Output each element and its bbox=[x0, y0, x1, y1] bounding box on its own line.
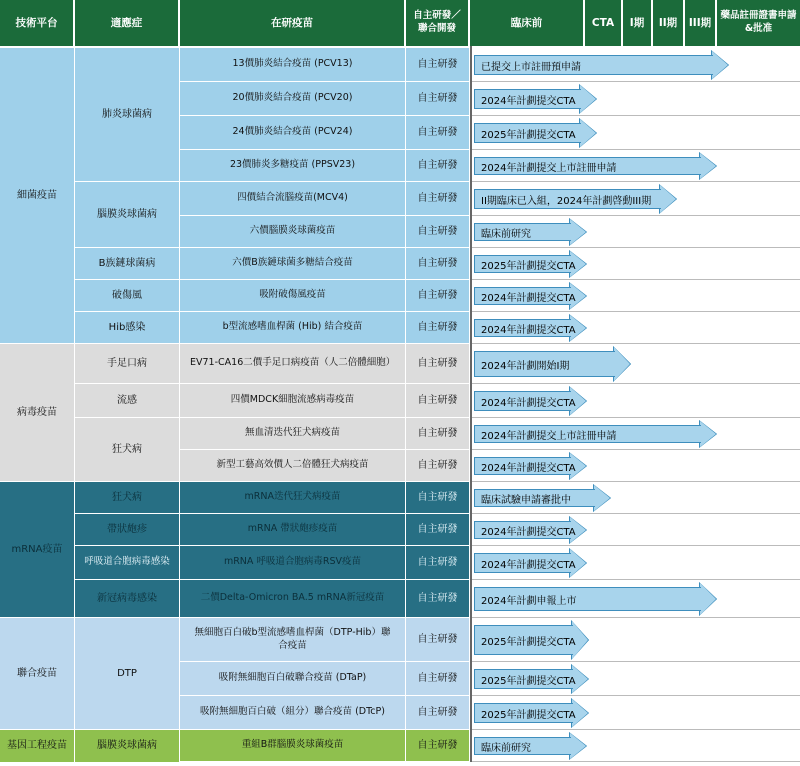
row-divider bbox=[470, 215, 800, 216]
dev-type-cell bbox=[406, 730, 470, 762]
indication-cell bbox=[75, 312, 180, 344]
status-text: 2024年計劃提交CTA bbox=[481, 526, 576, 538]
status-arrow bbox=[474, 347, 630, 381]
vaccine-cell bbox=[180, 662, 406, 696]
row-divider bbox=[470, 383, 800, 384]
vaccine-cell bbox=[180, 384, 406, 418]
vaccine-name: mRNA 呼吸道合胞病毒RSV疫苗 bbox=[223, 556, 362, 568]
vaccine-cell bbox=[180, 280, 406, 312]
indication-label: 破傷風 bbox=[112, 289, 142, 301]
dev-type-label: 自主研發 bbox=[417, 491, 458, 503]
status-arrow bbox=[474, 315, 586, 341]
dev-type-label: 自主研發 bbox=[417, 225, 458, 237]
header-preclinical: 臨床前 bbox=[470, 0, 585, 46]
status-arrow bbox=[474, 153, 716, 179]
dev-type-cell bbox=[406, 280, 470, 312]
vaccine-name: 重組B群腦膜炎球菌疫苗 bbox=[241, 739, 344, 751]
dev-type-cell bbox=[406, 116, 470, 150]
vaccine-cell bbox=[180, 82, 406, 116]
row-divider bbox=[470, 181, 800, 182]
status-arrow bbox=[474, 549, 586, 577]
status-text: 臨床前研究 bbox=[481, 228, 531, 240]
dev-type-cell bbox=[406, 248, 470, 280]
status-arrow bbox=[474, 621, 588, 659]
row-divider bbox=[470, 311, 800, 312]
dev-type-cell bbox=[406, 216, 470, 248]
vaccine-cell bbox=[180, 514, 406, 546]
status-arrow bbox=[474, 517, 586, 543]
vaccine-name: 六價腦膜炎球菌疫苗 bbox=[249, 225, 336, 237]
row-divider bbox=[470, 579, 800, 580]
indication-cell bbox=[75, 384, 180, 418]
header-phase3: III期 bbox=[685, 0, 717, 46]
row-divider bbox=[470, 149, 800, 150]
vaccine-cell bbox=[180, 344, 406, 384]
vaccine-name: 四價MDCK細胞流感病毒疫苗 bbox=[230, 394, 355, 406]
status-text: 2024年計劃提交CTA bbox=[481, 462, 576, 474]
dev-type-label: 自主研發 bbox=[417, 706, 458, 718]
status-arrow bbox=[474, 699, 588, 727]
row-divider bbox=[470, 417, 800, 418]
status-text: 2025年計劃提交CTA bbox=[481, 709, 576, 721]
status-arrow bbox=[474, 119, 596, 147]
indication-label: 腦膜炎球菌病 bbox=[97, 740, 157, 752]
vaccine-cell bbox=[180, 182, 406, 216]
vaccine-cell bbox=[180, 450, 406, 482]
dev-type-cell bbox=[406, 580, 470, 618]
row-divider bbox=[470, 513, 800, 514]
indication-label: DTP bbox=[117, 667, 137, 679]
dev-type-label: 自主研發 bbox=[417, 739, 458, 751]
platform-label: 聯合疫苗 bbox=[17, 667, 57, 679]
dev-type-cell bbox=[406, 150, 470, 182]
status-text: 2024年計劃提交CTA bbox=[481, 324, 576, 336]
indication-cell bbox=[75, 580, 180, 618]
status-text: 2025年計劃提交CTA bbox=[481, 129, 576, 141]
dev-type-label: 自主研發 bbox=[417, 459, 458, 471]
row-divider bbox=[470, 617, 800, 618]
row-divider bbox=[470, 247, 800, 248]
indication-cell bbox=[75, 48, 180, 182]
status-arrow bbox=[474, 251, 586, 277]
dev-type-label: 自主研發 bbox=[417, 58, 458, 70]
indication-cell bbox=[75, 418, 180, 482]
status-text: 2024年計劃開始I期 bbox=[481, 360, 570, 372]
status-arrow bbox=[474, 219, 586, 245]
platform-combined bbox=[0, 618, 75, 730]
header-indication: 適應症 bbox=[75, 0, 180, 46]
indication-label: B族鏈球菌病 bbox=[98, 257, 156, 269]
indication-cell bbox=[75, 248, 180, 280]
dev-type-cell bbox=[406, 514, 470, 546]
status-text: 2024年計劃提交上市註冊申請 bbox=[481, 162, 617, 174]
status-text: 臨床試驗申請審批中 bbox=[481, 494, 571, 506]
vaccine-cell bbox=[180, 248, 406, 280]
dev-type-label: 自主研發 bbox=[417, 394, 458, 406]
platform-bacterial bbox=[0, 48, 75, 344]
dev-type-label: 自主研發 bbox=[417, 672, 458, 684]
dev-type-label: 自主研發 bbox=[417, 159, 458, 171]
vaccine-name: 六價B族鏈球菌多糖結合疫苗 bbox=[232, 257, 353, 269]
dev-type-cell bbox=[406, 546, 470, 580]
indication-label: Hib感染 bbox=[108, 321, 146, 333]
indication-cell bbox=[75, 546, 180, 580]
dev-type-cell bbox=[406, 662, 470, 696]
vaccine-name: 二價Delta-Omicron BA.5 mRNA新冠疫苗 bbox=[200, 592, 385, 604]
status-text: 2025年計劃提交CTA bbox=[481, 636, 576, 648]
indication-cell bbox=[75, 182, 180, 248]
dev-type-label: 自主研發 bbox=[417, 592, 458, 604]
indication-label: 帶狀皰疹 bbox=[107, 523, 147, 535]
indication-cell bbox=[75, 482, 180, 514]
status-text: 2024年計劃提交CTA bbox=[481, 397, 576, 409]
dev-type-label: 自主研發 bbox=[417, 357, 458, 369]
platform-label: 細菌疫苗 bbox=[17, 189, 57, 201]
vaccine-cell bbox=[180, 216, 406, 248]
dev-type-label: 自主研發 bbox=[417, 257, 458, 269]
status-arrow bbox=[474, 185, 676, 213]
dev-type-label: 自主研發 bbox=[417, 92, 458, 104]
dev-type-cell bbox=[406, 384, 470, 418]
vaccine-name: 23價肺炎多糖疫苗 (PPSV23) bbox=[229, 159, 356, 171]
vaccine-name: mRNA 帶狀皰疹疫苗 bbox=[247, 523, 338, 535]
vaccine-name: 13價肺炎結合疫苗 (PCV13) bbox=[232, 58, 353, 70]
header-dev: 自主研發／聯合開發 bbox=[406, 0, 470, 46]
indication-cell bbox=[75, 344, 180, 384]
status-arrow bbox=[474, 583, 716, 615]
status-arrow bbox=[474, 51, 728, 79]
vaccine-cell bbox=[180, 418, 406, 450]
row-divider bbox=[470, 449, 800, 450]
vaccine-name: 吸附破傷風疫苗 bbox=[259, 289, 326, 301]
status-arrow bbox=[474, 421, 716, 447]
dev-type-cell bbox=[406, 696, 470, 730]
status-arrow bbox=[474, 85, 596, 113]
row-divider bbox=[470, 729, 800, 730]
header-vaccine: 在研疫苗 bbox=[180, 0, 406, 46]
status-text: 2024年計劃提交CTA bbox=[481, 292, 576, 304]
vaccine-cell bbox=[180, 618, 406, 662]
dev-type-cell bbox=[406, 482, 470, 514]
status-text: 2025年計劃提交CTA bbox=[481, 675, 576, 687]
vaccine-cell bbox=[180, 580, 406, 618]
indication-label: 狂犬病 bbox=[112, 491, 142, 503]
vaccine-cell bbox=[180, 48, 406, 82]
platform-mrna bbox=[0, 482, 75, 618]
status-text: 臨床前研究 bbox=[481, 742, 531, 754]
status-text: 2024年計劃提交CTA bbox=[481, 559, 576, 571]
header-cta: CTA bbox=[585, 0, 623, 46]
indication-cell bbox=[75, 280, 180, 312]
status-arrow bbox=[474, 283, 586, 309]
vaccine-name: b型流感嗜血桿菌 (Hib) 結合疫苗 bbox=[222, 321, 363, 333]
row-divider bbox=[470, 279, 800, 280]
status-text: 已提交上市註冊預申請 bbox=[481, 61, 581, 73]
header-approval: 藥品註冊證書申請&批准 bbox=[717, 0, 800, 46]
header-phase1: I期 bbox=[623, 0, 653, 46]
status-text: 2024年計劃提交CTA bbox=[481, 95, 576, 107]
status-arrow bbox=[474, 665, 588, 693]
vaccine-cell bbox=[180, 696, 406, 730]
platform-label: 基因工程疫苗 bbox=[7, 740, 67, 752]
vaccine-name: 無細胞百白破b型流感嗜血桿菌（DTP-Hib）聯合疫苗 bbox=[194, 626, 391, 651]
dev-type-cell bbox=[406, 48, 470, 82]
dev-type-label: 自主研發 bbox=[417, 427, 458, 439]
vaccine-name: 四價結合流腦疫苗(MCV4) bbox=[237, 192, 348, 204]
indication-label: 狂犬病 bbox=[112, 443, 142, 455]
header-phase2: II期 bbox=[653, 0, 685, 46]
indication-label: 流感 bbox=[117, 394, 137, 406]
dev-type-cell bbox=[406, 618, 470, 662]
status-text: 2025年計劃提交CTA bbox=[481, 260, 576, 272]
vaccine-name: 吸附無細胞百白破聯合疫苗 (DTaP) bbox=[218, 672, 367, 684]
status-divider bbox=[470, 46, 472, 762]
row-divider bbox=[470, 343, 800, 344]
indication-label: 肺炎球菌病 bbox=[102, 108, 152, 120]
dev-type-cell bbox=[406, 182, 470, 216]
platform-label: mRNA疫苗 bbox=[11, 543, 63, 555]
row-divider bbox=[470, 695, 800, 696]
platform-label: 病毒疫苗 bbox=[17, 406, 57, 418]
indication-cell bbox=[75, 618, 180, 730]
vaccine-cell bbox=[180, 482, 406, 514]
status-arrow bbox=[474, 733, 586, 759]
platform-viral bbox=[0, 344, 75, 482]
row-divider bbox=[470, 81, 800, 82]
vaccine-cell bbox=[180, 312, 406, 344]
dev-type-label: 自主研發 bbox=[417, 126, 458, 138]
vaccine-name: 20價肺炎結合疫苗 (PCV20) bbox=[232, 92, 353, 104]
indication-label: 新冠病毒感染 bbox=[97, 592, 157, 604]
vaccine-name: 24價肺炎結合疫苗 (PCV24) bbox=[232, 126, 353, 138]
dev-type-label: 自主研發 bbox=[417, 192, 458, 204]
vaccine-cell bbox=[180, 730, 406, 762]
indication-label: 腦膜炎球菌病 bbox=[97, 208, 157, 220]
row-divider bbox=[470, 115, 800, 116]
status-arrow bbox=[474, 387, 586, 415]
vaccine-cell bbox=[180, 116, 406, 150]
platform-genetic bbox=[0, 730, 75, 762]
indication-cell bbox=[75, 514, 180, 546]
dev-type-label: 自主研發 bbox=[417, 289, 458, 301]
dev-type-cell bbox=[406, 344, 470, 384]
header-platform: 技術平台 bbox=[0, 0, 75, 46]
vaccine-name: 新型工藝高效價人二倍體狂犬病疫苗 bbox=[216, 459, 369, 471]
indication-label: 手足口病 bbox=[107, 357, 147, 369]
vaccine-name: 無血清迭代狂犬病疫苗 bbox=[244, 427, 340, 439]
vaccine-cell bbox=[180, 150, 406, 182]
dev-type-cell bbox=[406, 450, 470, 482]
dev-type-label: 自主研發 bbox=[417, 556, 458, 568]
vaccine-name: 吸附無細胞百白破（組分）聯合疫苗 (DTcP) bbox=[200, 706, 385, 718]
row-divider bbox=[470, 761, 800, 762]
dev-type-label: 自主研發 bbox=[417, 321, 458, 333]
indication-label: 呼吸道合胞病毒感染 bbox=[84, 556, 170, 568]
status-arrow bbox=[474, 453, 586, 479]
dev-type-label: 自主研發 bbox=[417, 523, 458, 535]
status-text: II期臨床已入組，2024年計劃啓動III期 bbox=[481, 195, 652, 207]
dev-type-cell bbox=[406, 82, 470, 116]
indication-cell bbox=[75, 730, 180, 762]
dev-type-cell bbox=[406, 418, 470, 450]
status-arrow bbox=[474, 485, 610, 511]
vaccine-name: EV71-CA16二價手足口病疫苗（人二倍體細胞） bbox=[190, 357, 396, 369]
status-text: 2024年計劃申報上市 bbox=[481, 595, 577, 607]
dev-type-label: 自主研發 bbox=[417, 633, 458, 645]
vaccine-cell bbox=[180, 546, 406, 580]
row-divider bbox=[470, 661, 800, 662]
vaccine-name: mRNA迭代狂犬病疫苗 bbox=[244, 491, 341, 503]
row-divider bbox=[470, 545, 800, 546]
dev-type-cell bbox=[406, 312, 470, 344]
row-divider bbox=[470, 481, 800, 482]
status-text: 2024年計劃提交上市註冊申請 bbox=[481, 430, 617, 442]
